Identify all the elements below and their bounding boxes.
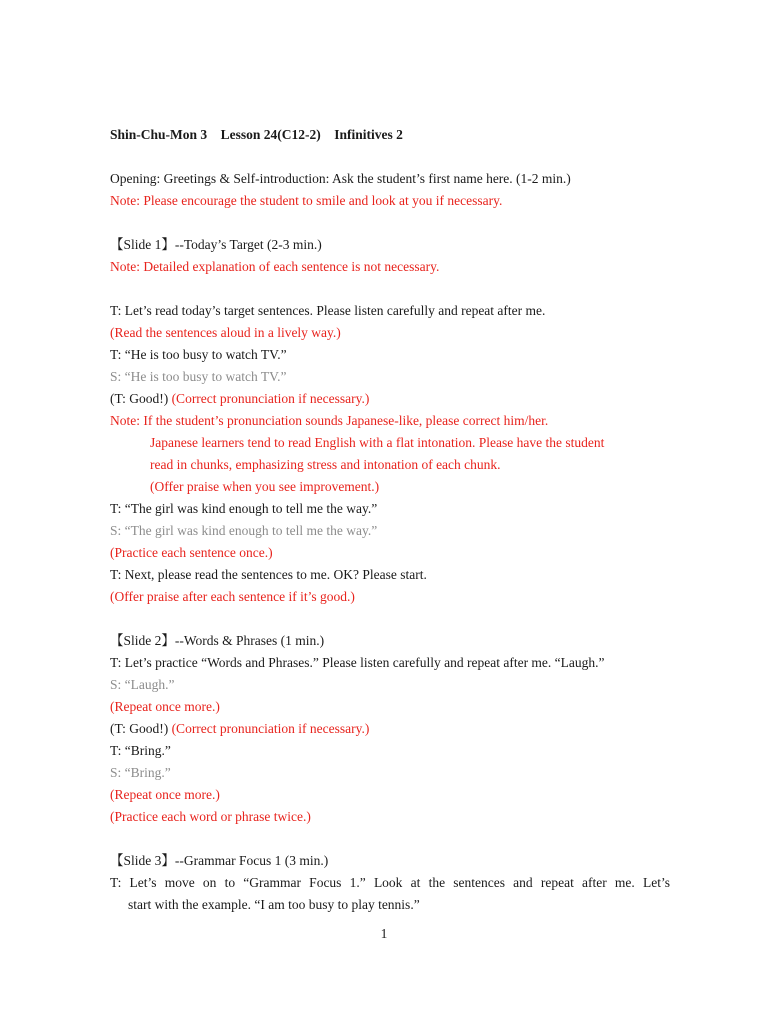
- slide2-instruction: (Repeat once more.): [110, 787, 220, 802]
- spacer: [110, 278, 670, 300]
- slide2-instruction: (Repeat once more.): [110, 699, 220, 714]
- teacher-praise: (T: Good!): [110, 391, 169, 406]
- page-number: 1: [380, 926, 388, 941]
- document-body: [110, 124, 670, 916]
- slide1-student-line: S: “The girl was kind enough to tell me the way.”: [110, 523, 378, 538]
- slide1-note: Note: Detailed explanation of each sentence is not necessary.: [110, 259, 440, 274]
- spacer: [110, 146, 670, 168]
- spacer: [110, 212, 670, 234]
- slide1-good-line: [110, 388, 670, 410]
- slide2-heading: 【Slide 2】--Words & Phrases (1 min.): [110, 633, 325, 648]
- teacher-praise: (T: Good!): [110, 721, 169, 736]
- slide2-instruction: (Practice each word or phrase twice.): [110, 809, 311, 824]
- slide2-student-line: S: “Laugh.”: [110, 677, 175, 692]
- slide2-student-line: S: “Bring.”: [110, 765, 171, 780]
- slide3-teacher-line: T: Let’s move on to “Grammar Focus 1.” Look at the sentences and repeat after me. Let’s: [110, 875, 670, 890]
- slide1-teacher-line: T: Next, please read the sentences to me. OK? Please start.: [110, 567, 427, 582]
- slide1-pronunciation-note: Note: If the student’s pronunciation sounds Japanese-like, please correct him/her.: [110, 413, 549, 428]
- slide1-student-line: S: “He is too busy to watch TV.”: [110, 369, 287, 384]
- slide1-teacher-line: T: Let’s read today’s target sentences. Please listen carefully and repeat after me.: [110, 303, 546, 318]
- spacer: [110, 608, 670, 630]
- slide1-instruction: (Offer praise after each sentence if it’s good.): [110, 589, 355, 604]
- opening-note: Note: Please encourage the student to smile and look at you if necessary.: [110, 193, 503, 208]
- slide3-teacher-line-cont: start with the example. “I am too busy to play tennis.”: [128, 897, 420, 912]
- document-title: Shin-Chu-Mon 3 Lesson 24(C12-2) Infinitives 2: [110, 127, 403, 142]
- instruction: (Correct pronunciation if necessary.): [171, 721, 370, 736]
- slide1-instruction: (Practice each sentence once.): [110, 545, 273, 560]
- slide1-teacher-line: T: “He is too busy to watch TV.”: [110, 347, 287, 362]
- instruction: (Correct pronunciation if necessary.): [171, 391, 370, 406]
- slide1-pronunciation-note-cont: (Offer praise when you see improvement.): [150, 479, 380, 494]
- slide2-teacher-line: T: “Bring.”: [110, 743, 171, 758]
- slide1-heading: 【Slide 1】--Today’s Target (2-3 min.): [110, 237, 322, 252]
- slide1-pronunciation-note-cont: read in chunks, emphasizing stress and intonation of each chunk.: [150, 457, 501, 472]
- opening-text: Opening: Greetings & Self-introduction: Ask the student’s first name here. (1-2 min.): [110, 171, 571, 186]
- slide1-instruction: (Read the sentences aloud in a lively way.): [110, 325, 341, 340]
- slide1-teacher-line: T: “The girl was kind enough to tell me the way.”: [110, 501, 378, 516]
- slide3-heading: 【Slide 3】--Grammar Focus 1 (3 min.): [110, 853, 329, 868]
- spacer: [110, 828, 670, 850]
- slide2-good-line: [110, 718, 670, 740]
- slide1-pronunciation-note-cont: Japanese learners tend to read English with a flat intonation. Please have the student: [150, 435, 605, 450]
- slide2-teacher-line: T: Let’s practice “Words and Phrases.” Please listen carefully and repeat after me. “Laugh.”: [110, 655, 605, 670]
